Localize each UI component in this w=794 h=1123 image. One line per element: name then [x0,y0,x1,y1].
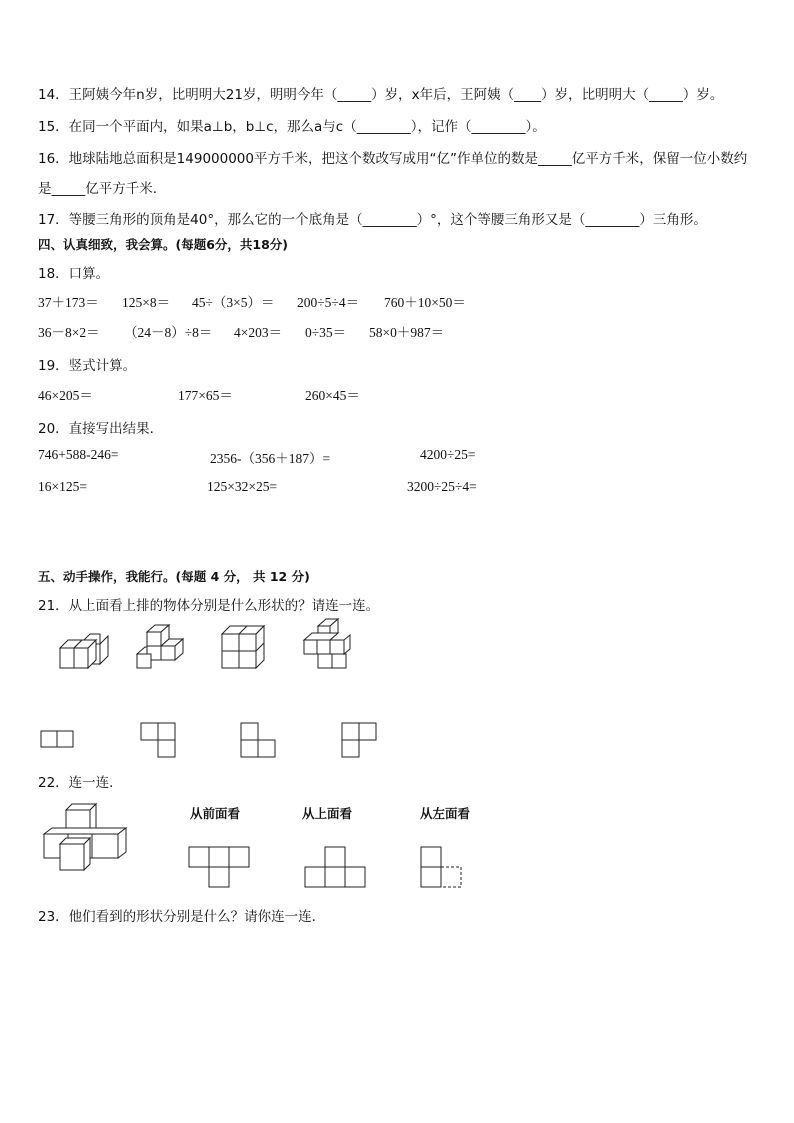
q18-item: 36－8×2＝ [38,325,100,340]
q18-item: 760＋10×50＝ [384,295,466,310]
q20-item: 2356-（356＋187）= [210,451,331,466]
question-18: 18．口算。 [38,266,110,282]
q21-view-1 [40,730,76,750]
q18-item: 45÷（3×5）＝ [192,295,275,310]
q21-view-4 [341,722,379,758]
section-5-heading: 五、动手操作，我能行。(每题 4 分， 共 12 分) [38,569,310,584]
q18-item: 200÷5÷4＝ [297,295,360,310]
q22-label-left: 从左面看 [420,806,471,821]
q21-solid-c [218,624,273,670]
q19-item: 260×45＝ [305,388,360,403]
q21-solid-b [133,624,193,670]
question-22: 22．连一连． [38,775,123,791]
q18-item: 0÷35＝ [305,325,347,340]
q21-view-3 [240,722,278,758]
q22-view-top [304,846,370,890]
q20-item: 3200÷25÷4= [407,479,477,494]
q19-item: 46×205＝ [38,388,93,403]
q18-item: 125×8＝ [122,295,171,310]
q22-view-front [188,846,254,890]
q22-view-left [420,846,466,890]
question-23: 23．他们看到的形状分别是什么？请你连一连． [38,909,326,925]
q18-item: 58×0＋987＝ [369,325,445,340]
question-16-line1: 16．地球陆地总面积是149000000平方千米，把这个数改写成用“亿”作单位的数是_____亿平方千米，保留一位小数约 [38,151,748,167]
question-20: 20．直接写出结果． [38,421,164,437]
q18-item: 37＋173＝ [38,295,99,310]
q20-item: 16×125= [38,479,87,494]
q20-item: 746+588-246= [38,447,119,462]
q21-view-2 [140,722,178,758]
q22-label-front: 从前面看 [190,806,241,821]
question-15: 15．在同一个平面内，如果a⊥b，b⊥c，那么a与c（________），记作（________）。 [38,119,546,135]
question-19: 19．竖式计算。 [38,358,137,374]
q18-item: 4×203＝ [234,325,283,340]
q18-item: （24－8）÷8＝ [124,325,213,340]
q22-solid [42,802,142,878]
q22-label-top: 从上面看 [302,806,353,821]
question-14: 14．王阿姨今年n岁，比明明大21岁，明明今年（_____）岁，x年后，王阿姨（____）岁，比明明大（_____）岁。 [38,87,724,103]
q21-solid-d [298,618,358,672]
q19-item: 177×65＝ [178,388,233,403]
section-4-heading: 四、认真细致，我会算。(每题6分，共18分) [38,237,289,252]
q21-solid-a [50,630,110,672]
q20-item: 4200÷25= [420,447,476,462]
question-16-line2: 是_____亿平方千米． [38,181,167,197]
question-17: 17．等腰三角形的顶角是40°，那么它的一个底角是（________）°，这个等腰三角形又是（________）三角形。 [38,212,707,228]
question-21: 21．从上面看上排的物体分别是什么形状的？请连一连。 [38,598,380,614]
q20-item: 125×32×25= [207,479,278,494]
